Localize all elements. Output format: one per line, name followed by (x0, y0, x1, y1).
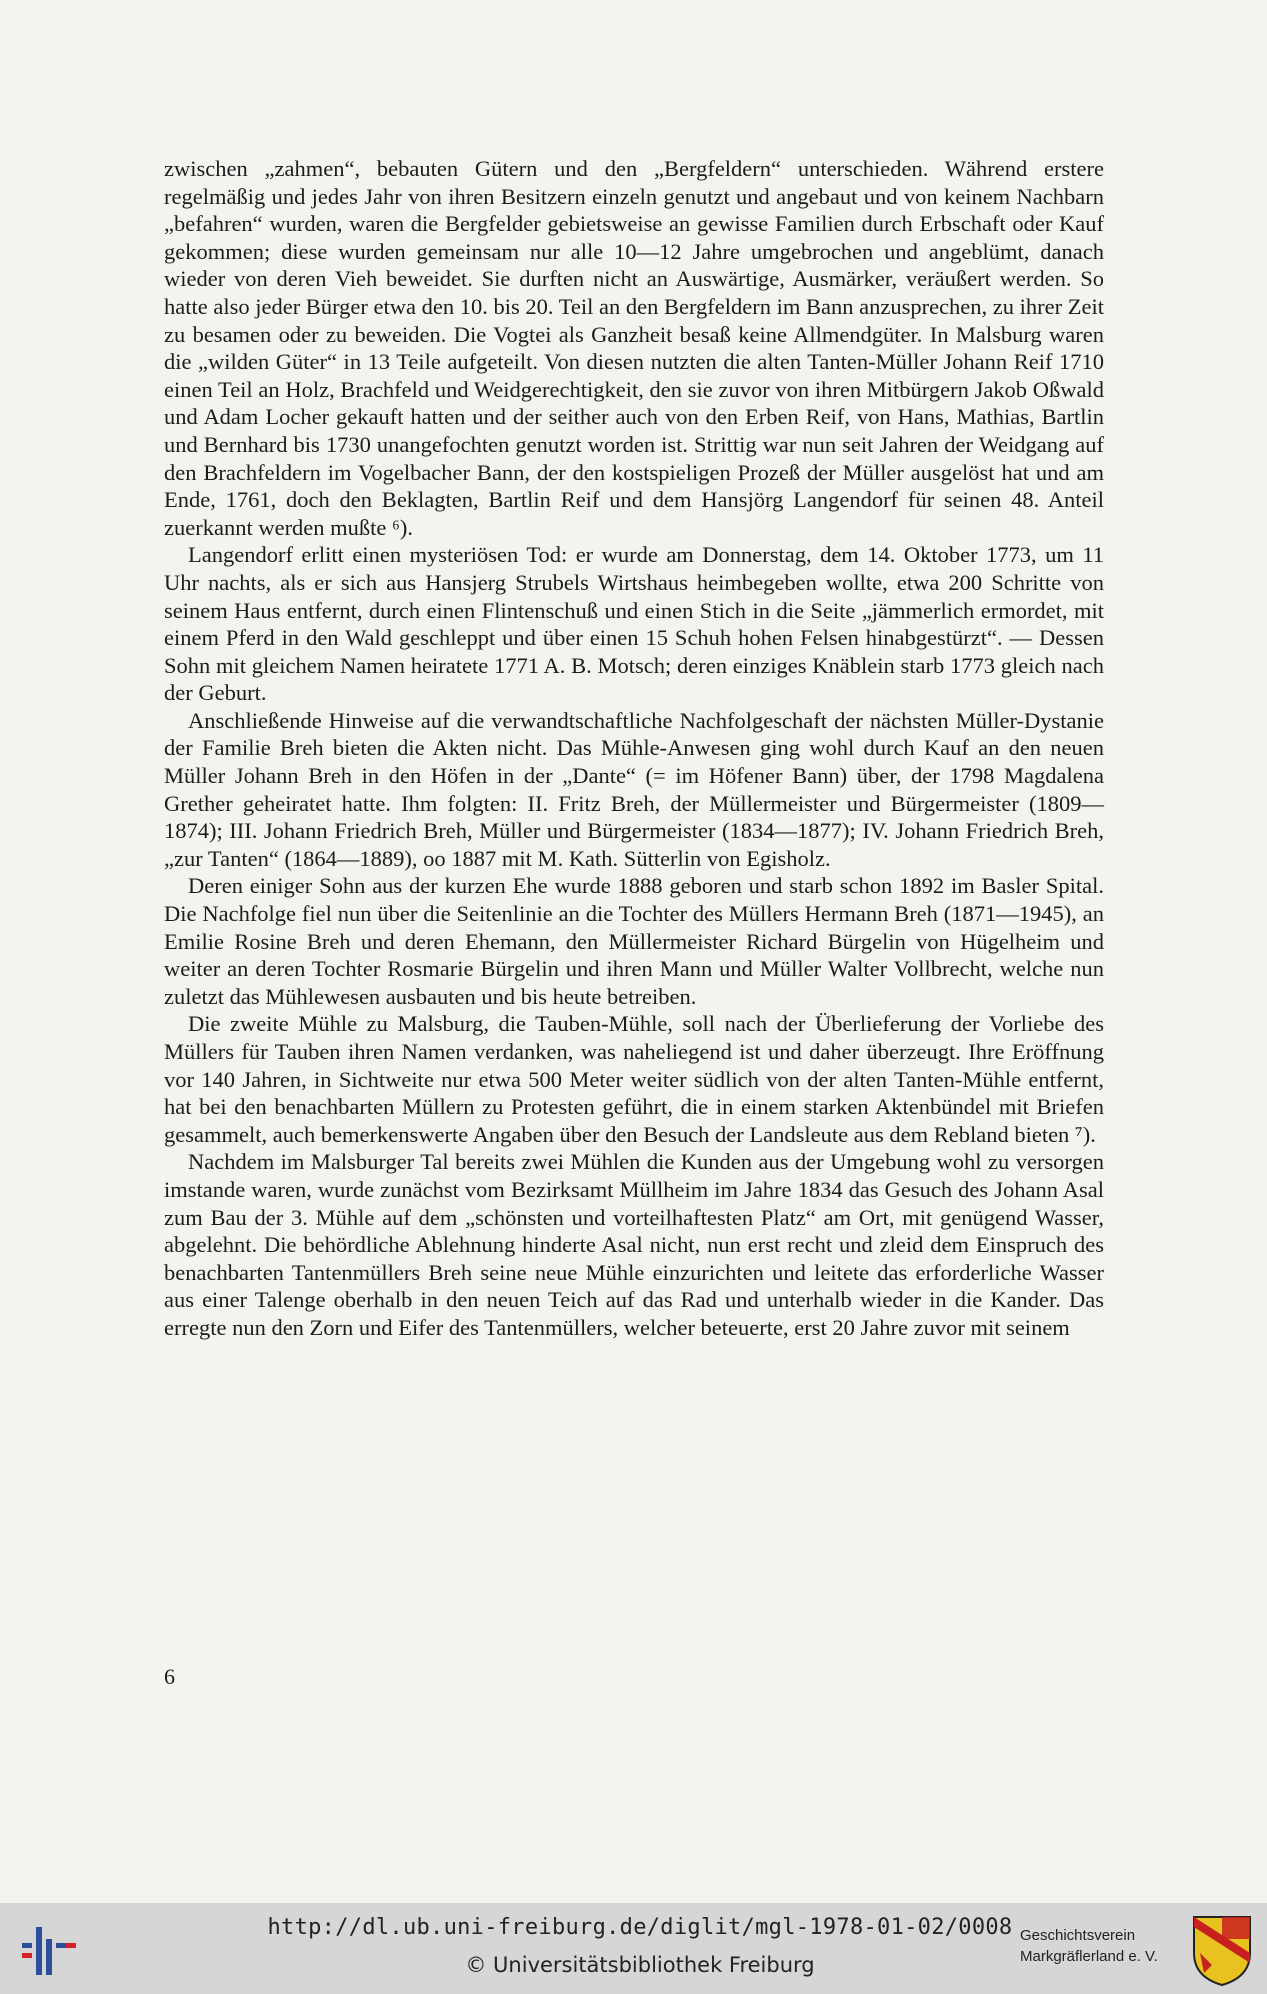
permalink-url[interactable]: http://dl.ub.uni-freiburg.de/diglit/mgl-1978-01-02/0008 (267, 1915, 1013, 1940)
copyright-notice: © Universitätsbibliothek Freiburg (465, 1953, 815, 1977)
paragraph: Nachdem im Malsburger Tal bereits zwei Mühlen die Kunden aus der Umgebung wohl zu versorgen imstande waren, wurde zunächst vom Bezirksamt Müllheim im Jahre 1834 das Gesuch des Johann Asal zum Bau der 3. Mühle auf dem „schönsten und vorteilhaftesten Platz“ am Ort, mit genügend Wasser, abgelehnt. Die behördliche Ablehnung hinderte Asal nicht, nun erst recht und zleid dem Einspruch des benachbarten Tantenmüllers Breh seine neue Mühle einzurichten und leitete das erforderliche Wasser aus einer Talenge oberhalb in den neuen Teich auf das Rad und unterhalb wieder in die Kander. Das erregte nun den Zorn und Eifer des Tantenmüllers, welcher beteuerte, erst 20 Jahre zuvor mit seinem (164, 1149, 1104, 1340)
society-line-2: Markgräflerland e. V. (1020, 1948, 1158, 1965)
paragraph: zwischen „zahmen“, bebauten Gütern und den „Bergfeldern“ unterschieden. Während erstere regelmäßig und jedes Jahr von ihren Besitzern einzeln genutzt und angebaut und von keinem Nachbarn „befahren“ wurden, waren die Bergfelder gebietsweise an gewisse Familien durch Erbschaft oder Kauf gekommen; diese wurden gemeinsam nur alle 10—12 Jahre umgebrochen und angeblümt, danach wieder von deren Vieh beweidet. Sie durften nicht an Auswärtige, Ausmärker, veräußert werden. So hatte also jeder Bürger etwa den 10. bis 20. Teil an den Bergfeldern im Bann anzusprechen, zu ihrer Zeit zu besamen oder zu beweiden. Die Vogtei als Ganzheit besaß keine Allmendgüter. In Malsburg waren die „wilden Güter“ in 13 Teile aufgeteilt. Von diesen nutzten die alten Tanten-Müller Johann Reif 1710 einen Teil an Holz, Brachfeld und Weidgerechtigkeit, den sie zuvor von ihren Mitbürgern Jakob Oßwald und Adam Locher gekauft hatten und der seither auch von den Erben Reif, von Hans, Mathias, Bartlin und Bernhard bis 1730 unangefochten genutzt worden ist. Strittig war nun seit Jahren der Weidgang auf den Brachfeldern im Vogelbacher Bann, der den kostspieligen Prozeß der Müller ausgelöst hat und am Ende, 1761, doch den Beklagten, Bartlin Reif und dem Hansjörg Langendorf für seinen 48. Anteil zuerkannt werden mußte ⁶). (164, 156, 1104, 540)
paragraph: Deren einiger Sohn aus der kurzen Ehe wurde 1888 geboren und starb schon 1892 im Basler Spital. Die Nachfolge fiel nun über die Seitenlinie an die Tochter des Müllers Hermann Breh (1871—1945), an Emilie Rosine Breh und deren Ehemann, den Müllermeister Richard Bürgelin von Hügelheim und weiter an deren Tochter Rosmarie Bürgelin und ihren Mann und Müller Walter Vollbrecht, welche nun zuletzt das Mühlewesen ausbauten und bis heute betreiben. (164, 873, 1104, 1009)
paragraph: Die zweite Mühle zu Malsburg, die Tauben-Mühle, soll nach der Überlieferung der Vorliebe des Müllers für Tauben ihren Namen verdanken, was naheliegend ist und daher überzeugt. Ihre Eröffnung vor 140 Jahren, in Sichtweite nur etwa 500 Meter weiter südlich von der alten Tanten-Mühle entfernt, hat bei den benachbarten Müllern zu Protesten geführt, die in einem starken Aktenbündel mit Briefen gesammelt, auch bemerkenswerte Angaben über den Besuch der Landsleute aus dem Rebland bieten ⁷). (164, 1011, 1104, 1147)
ub-freiburg-logo-icon[interactable] (14, 1913, 84, 1983)
body-text (164, 155, 1104, 1342)
paragraph: Langendorf erlitt einen mysteriösen Tod: er wurde am Donnerstag, dem 14. Oktober 1773, um 11 Uhr nachts, als er sich aus Hansjerg Strubels Wirtshaus heimbegeben wollte, etwa 200 Schritte von seinem Haus entfernt, durch einen Flintenschuß und einen Stich in die Seite „jämmerlich ermordet, mit einem Pferd in den Wald geschleppt und über einen 15 Schuh hohen Felsen hinabgestürzt“. — Dessen Sohn mit gleichem Namen heiratete 1771 A. B. Motsch; deren einziges Knäblein starb 1773 gleich nach der Geburt. (164, 542, 1104, 706)
coat-of-arms-icon (1190, 1913, 1254, 1987)
society-line-1: Geschichtsverein (1020, 1927, 1136, 1944)
viewer-footer (0, 1903, 1267, 1994)
paragraph: Anschließende Hinweise auf die verwandtschaftliche Nachfolgeschaft der nächsten Müller-Dystanie der Familie Breh bieten die Akten nicht. Das Mühle-Anwesen ging wohl durch Kauf an den neuen Müller Johann Breh in den Höfen in der „Dante“ (= im Höfener Bann) über, der 1798 Magdalena Grether geheiratet hatte. Ihm folgten: II. Fritz Breh, der Müllermeister und Bürgermeister (1809—1874); III. Johann Friedrich Breh, Müller und Bürgermeister (1834—1877); IV. Johann Friedrich Breh, „zur Tanten“ (1864—1889), oo 1887 mit M. Kath. Sütterlin von Egisholz. (164, 707, 1104, 871)
page-number: 6 (164, 1664, 175, 1689)
society-name (1020, 1925, 1158, 1967)
